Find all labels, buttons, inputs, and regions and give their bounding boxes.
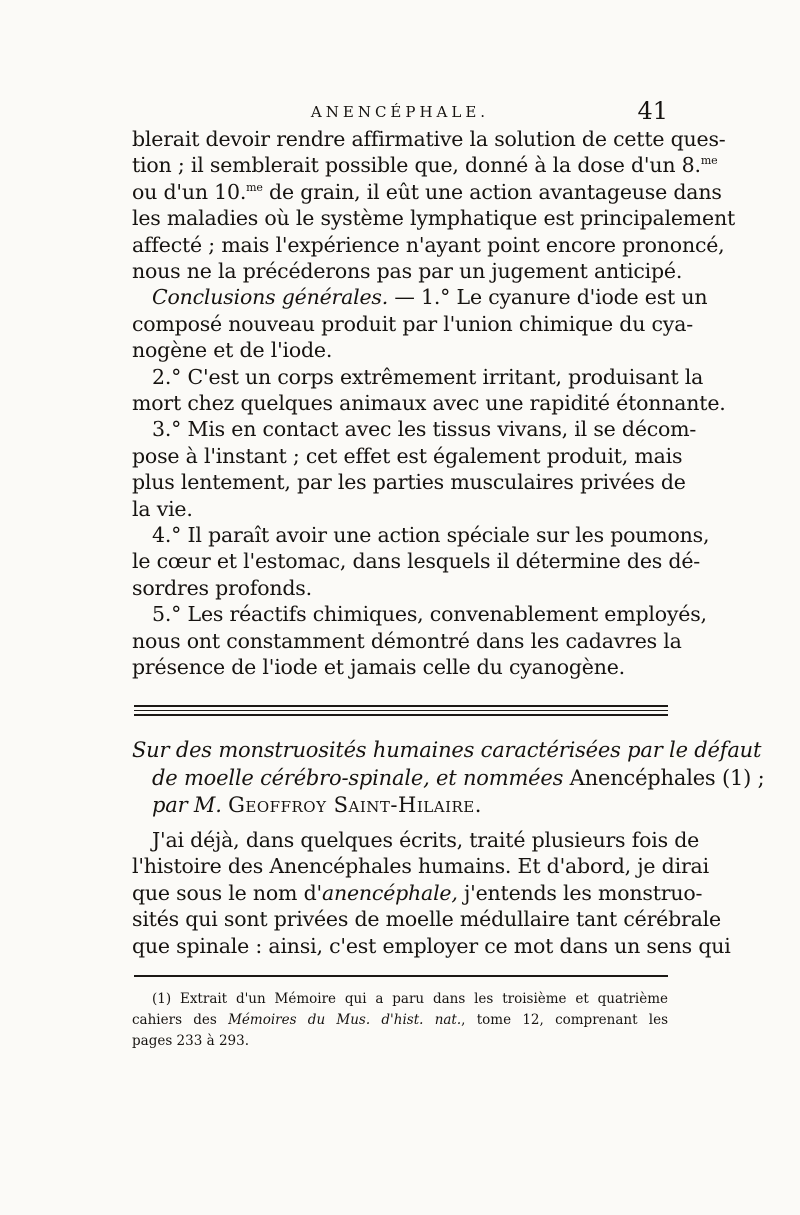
paragraph-point-3	[132, 416, 697, 522]
text-line: 2.° C'est un corps extrêmement irritant, produisant la	[152, 364, 704, 389]
text-line: présence de l'iode et jamais celle du cyanogène.	[132, 654, 625, 679]
title-line-author: par M. Geoffroy Saint-Hilaire.	[152, 793, 482, 817]
article-title	[132, 737, 765, 820]
text-line: nogène et de l'iode.	[132, 338, 333, 363]
text-line: J'ai déjà, dans quelques écrits, traité plusieurs fois de	[152, 828, 700, 852]
footnote-rule	[134, 975, 668, 977]
footnote-line: cahiers des Mémoires du Mus. d'hist. nat., tome 12, comprenant les	[132, 1012, 669, 1028]
text-line: la vie.	[132, 496, 193, 521]
text-line: sités qui sont privées de moelle médullaire tant cérébrale	[132, 907, 721, 932]
running-head-title: ANENCÉPHALE.	[310, 103, 490, 121]
title-line: Sur des monstruosités humaines caractérisées par le défaut	[132, 738, 762, 762]
text-line: 4.° Il paraît avoir une action spéciale sur les poumons,	[152, 523, 710, 547]
text-line: l'histoire des Anencéphales humains. Et d'abord, je dirai	[132, 854, 709, 879]
text-line: pose à l'instant ; cet effet est également produit, mais	[132, 443, 683, 468]
page-number: 41	[637, 97, 668, 125]
text-line: nous ont constamment démontré dans les cadavres la	[132, 628, 682, 653]
conclusions-heading: Conclusions générales.	[152, 285, 389, 310]
paragraph-point-4	[132, 522, 710, 601]
paragraph-point-2	[132, 364, 726, 417]
article-body	[132, 827, 731, 959]
footnote-line: (1) Extrait d'un Mémoire qui a paru dans les troisième et quatrième	[152, 991, 668, 1007]
running-head	[132, 97, 668, 127]
text-line: affecté ; mais l'expérience n'ayant point encore prononcé,	[132, 232, 725, 257]
section-divider	[134, 705, 668, 719]
title-line: de moelle cérébro-spinale, et nommées Anencéphales (1) ;	[152, 765, 765, 790]
text-line: ou d'un 10.$^{me}$ de grain, il eût une action avantageuse dans	[132, 179, 722, 204]
paragraph-conclusions	[132, 284, 708, 363]
text-line: les maladies où le système lymphatique est principalement	[132, 206, 736, 231]
text-line: 5.° Les réactifs chimiques, convenablement employés,	[152, 602, 707, 627]
text-line: plus lentement, par les parties musculaires privées de	[132, 470, 686, 495]
text-line: tion ; il semblerait possible que, donné à la dose d'un 8.$^{me}$	[132, 153, 718, 178]
author-name: Geoffroy Saint-Hilaire.	[228, 793, 482, 817]
text-line: que sous le nom d'anencéphale, j'entends les monstruo-	[132, 880, 703, 905]
text-line: composé nouveau produit par l'union chimique du cya-	[132, 311, 693, 336]
paragraph-point-5	[132, 601, 707, 680]
text-line: que spinale : ainsi, c'est employer ce mot dans un sens qui	[132, 933, 731, 958]
text-line: Conclusions générales. — 1.° Le cyanure d'iode est un	[152, 285, 708, 310]
text-line: blerait devoir rendre affirmative la solution de cette ques-	[132, 127, 726, 151]
text-line: le cœur et l'estomac, dans lesquels il détermine des dé-	[132, 549, 700, 574]
text-line: 3.° Mis en contact avec les tissus vivans, il se décom-	[152, 417, 697, 442]
text-line: mort chez quelques animaux avec une rapidité étonnante.	[132, 390, 726, 415]
footnote	[132, 989, 668, 1052]
text-line: nous ne la précéderons pas par un jugement anticipé.	[132, 258, 683, 283]
text-line: sordres profonds.	[132, 575, 312, 600]
paragraph-continued	[132, 126, 736, 284]
footnote-line: pages 233 à 293.	[132, 1033, 249, 1049]
